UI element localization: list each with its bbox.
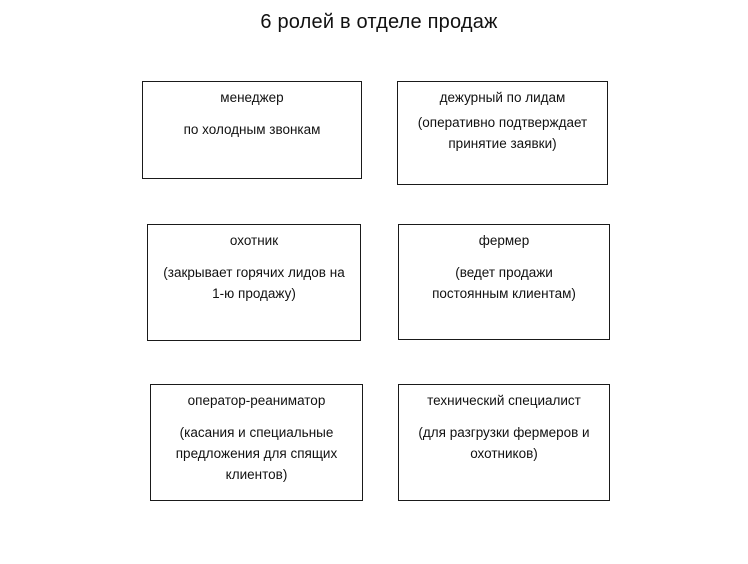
role-box-manager — [142, 81, 362, 179]
role-box-reanimator — [150, 384, 363, 501]
role-name: оператор-реаниматор — [187, 393, 326, 408]
role-description: по холодным звонкам — [183, 122, 321, 137]
role-box-farmer — [398, 224, 610, 340]
role-description: (ведет продажи постоянным клиентам) — [432, 265, 576, 301]
role-box-tech-specialist — [398, 384, 610, 501]
diagram-title: 6 ролей в отделе продаж — [260, 11, 498, 33]
role-description: (для разгрузки фермеров и охотников) — [418, 425, 590, 461]
role-name: охотник — [229, 233, 279, 248]
role-description: (оперативно подтверждает принятие заявки) — [417, 115, 588, 151]
role-name: технический специалист — [427, 393, 581, 408]
role-description: (закрывает горячих лидов на 1-ю продажу) — [163, 265, 345, 301]
role-name: дежурный по лидам — [439, 90, 566, 105]
role-name: фермер — [478, 233, 530, 248]
role-name: менеджер — [220, 90, 284, 105]
role-box-lead-duty — [397, 81, 608, 185]
role-description: (касания и специальные предложения для спящих клиентов) — [175, 425, 338, 482]
role-box-hunter — [147, 224, 361, 341]
